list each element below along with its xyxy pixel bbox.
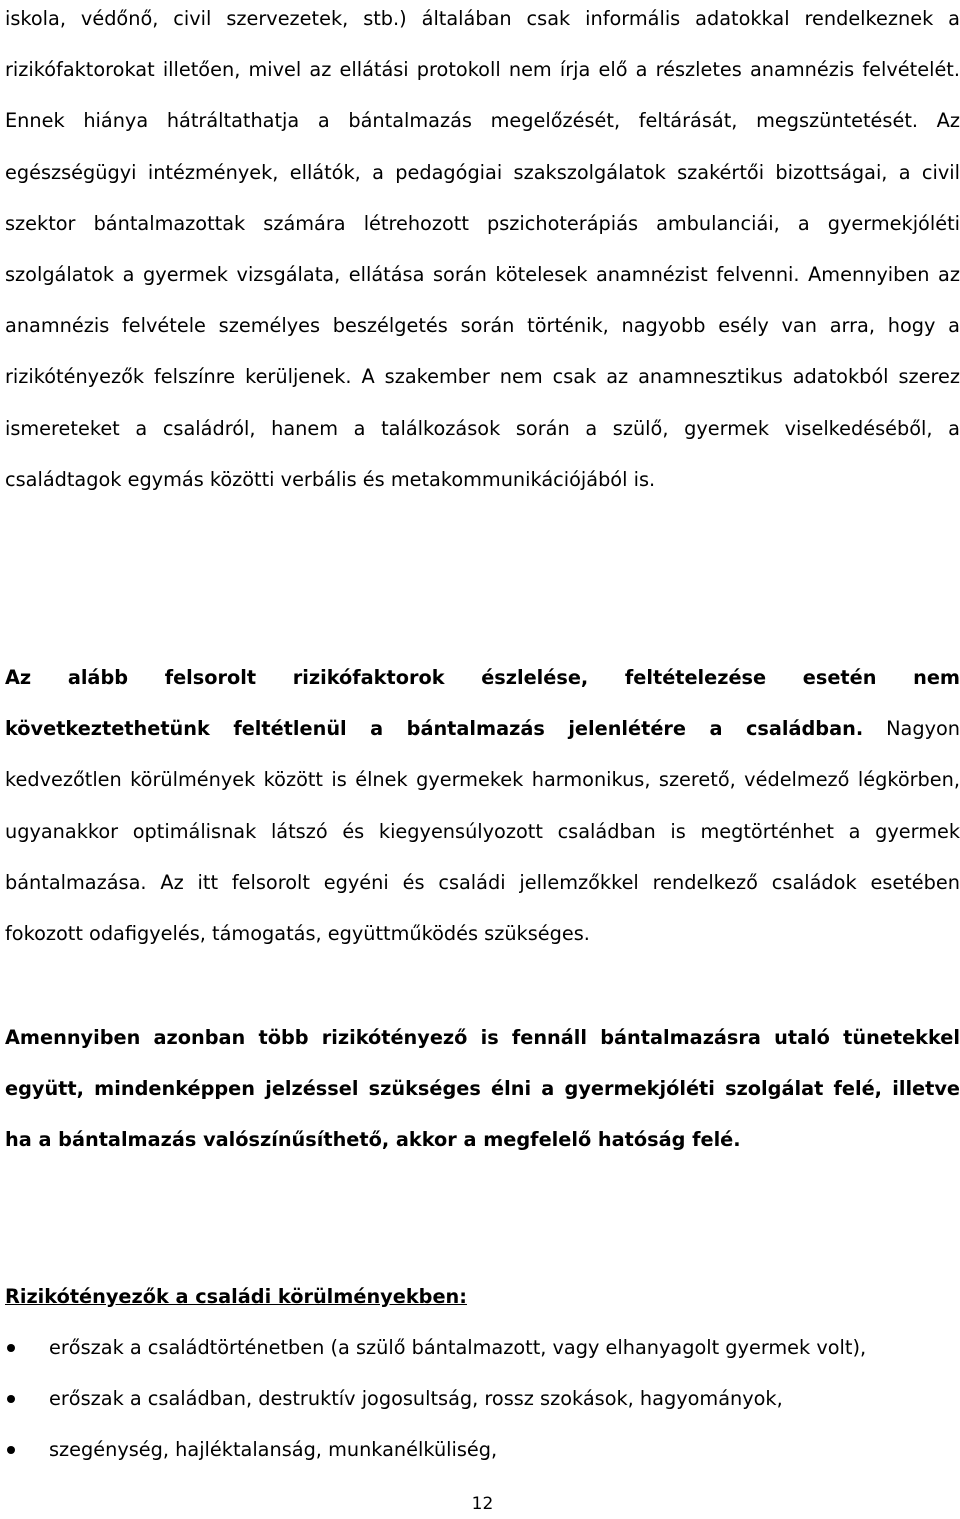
risk-factor-list: [5, 1322, 960, 1476]
paragraph-risk-data: [5, 0, 960, 505]
list-item: [5, 1322, 960, 1373]
paragraph-reporting-obligation: [5, 1012, 960, 1166]
bullet-icon: [7, 1446, 15, 1454]
paragraph-text: Nagyon kedvezőtlen körülmények között is élnek gyermekek harmonikus, szerető, védelmező légkörben, ugyanakkor optimálisnak látszó és kiegyensúlyozott családban is megtörténhet a gyermek bántalmazása. Az itt felsorolt egyéni és családi jellemzőkkel rendelkező családok esetében fokozott odafigyelés, támogatás, együttműködés szükséges.: [5, 717, 960, 946]
list-item: [5, 1373, 960, 1424]
paragraph-bold-lead: Az alább felsorolt rizikófaktorok észlelése, feltételezése esetén nem következtethetünk feltétlenül a bántalmazás jelenlétére a családban.: [5, 666, 960, 741]
paragraph-text: Amennyiben azonban több rizikótényező is fennáll bántalmazásra utaló tünetekkel együtt, mindenképpen jelzéssel szükséges élni a gyermekjóléti szolgálat felé, illetve ha a bántalmazás valószínűsíthető, akkor a megfelelő hatóság felé.: [5, 1026, 960, 1152]
list-item-text: szegénység, hajléktalanság, munkanélküliség,: [49, 1438, 498, 1462]
list-item-text: erőszak a családban, destruktív jogosultság, rossz szokások, hagyományok,: [49, 1387, 783, 1411]
section-heading: Rizikótényezők a családi körülményekben:: [5, 1285, 467, 1308]
paragraph-text: iskola, védőnő, civil szervezetek, stb.) általában csak informális adatokkal rendelkeznek a rizikófaktorokat illetően, mivel az ellátási protokoll nem írja elő a részletes anamnézis felvételét. Ennek hiánya hátráltathatja a bántalmazás megelőzését, feltárását, megszüntetését. Az egészségügyi intézmények, ellátók, a pedagógiai szakszolgálatok szakértői bizottságai, a civil szektor bántalmazottak számára létrehozott pszichoterápiás ambulanciái, a gyermekjóléti szolgálatok a gyermek vizsgálata, ellátása során kötelesek anamnézist felvenni. Amennyiben az anamnézis felvétele személyes beszélgetés során történik, nagyobb esély van arra, hogy a rizikótényezők felszínre kerüljenek. A szakember nem csak az anamnesztikus adatokból szerez ismereteket a családról, hanem a találkozások során a szülő, gyermek viselkedéséből, a családtagok egymás közötti verbális és metakommunikációjából is.: [5, 7, 960, 491]
paragraph-risk-factor-caveat: [5, 652, 960, 959]
page-number: 12: [471, 1494, 494, 1514]
bullet-icon: [7, 1395, 15, 1403]
bullet-icon: [7, 1344, 15, 1352]
list-item: [5, 1424, 960, 1475]
list-item-text: erőszak a családtörténetben (a szülő bántalmazott, vagy elhanyagolt gyermek volt),: [49, 1336, 867, 1359]
